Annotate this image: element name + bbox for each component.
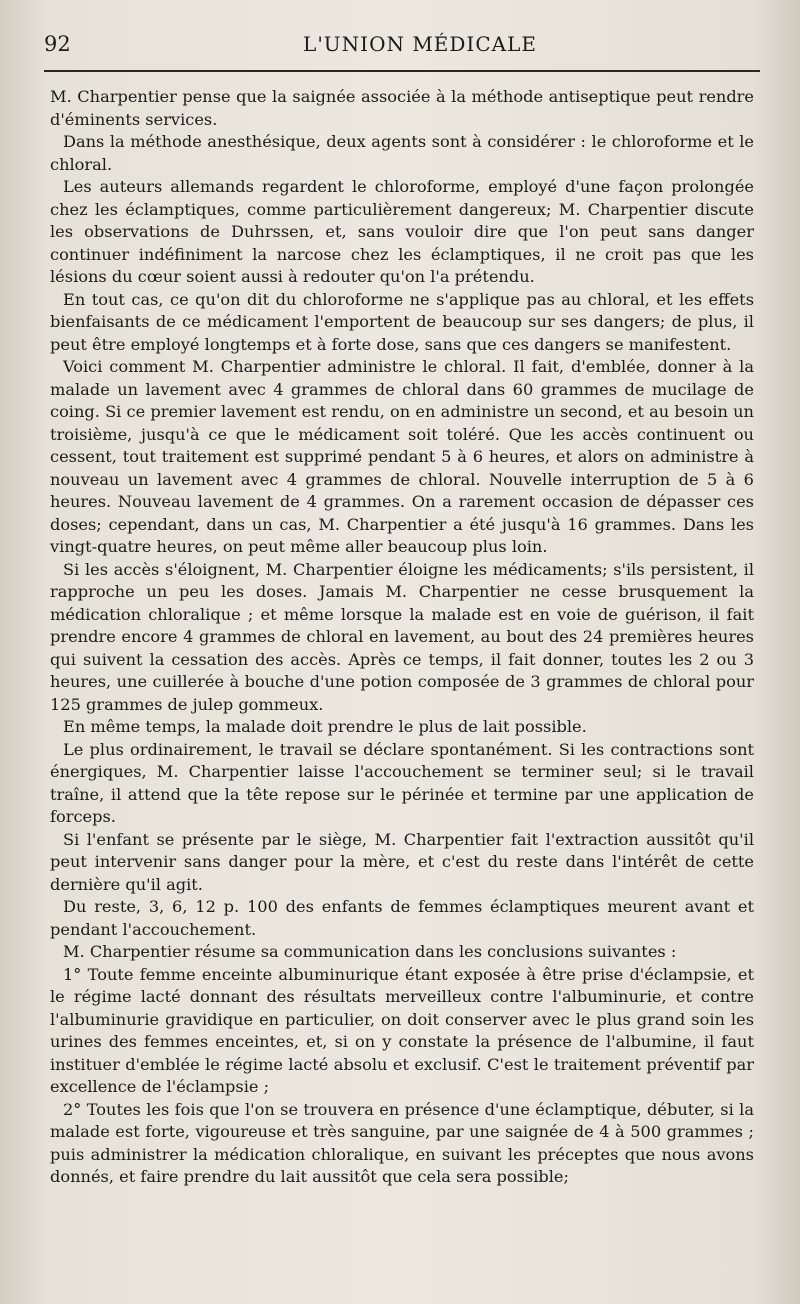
paragraph: M. Charpentier résume sa communication dans les conclusions suivantes : [63, 942, 677, 961]
header-rule [44, 70, 760, 72]
paragraph: Si les accès s'éloignent, M. Charpentier éloigne les médicaments; s'ils persistent, il rapproche un peu les doses. Jamais M. Charpentier ne cesse brusquement la médication chloralique ; et même lorsque la malade est en voie de guérison, il fait prendre encore 4 grammes de chloral en lavement, au bout des 24 premières heures qui suivent la cessation des accès. Après ce temps, il fait donner, toutes les 2 ou 3 heures, une cuillerée à bouche d'une potion composée de 3 grammes de chloral pour 125 grammes de julep gommeux. [50, 559, 754, 714]
page-number: 92 [44, 32, 71, 56]
paragraph: M. Charpentier pense que la saignée associée à la méthode antiseptique peut rendre d'éminents services. [50, 87, 754, 129]
paragraph: Du reste, 3, 6, 12 p. 100 des enfants de femmes éclamptiques meurent avant et pendant l'accouchement. [50, 897, 754, 939]
paragraph: 2° Toutes les fois que l'on se trouvera en présence d'une éclamptique, débuter, si la malade est forte, vigoureuse et très sanguine, par une saignée de 4 à 500 grammes ; puis administrer la médication chloralique, en suivant les préceptes que nous avons donnés, et faire prendre du lait aussitôt que cela sera possible; [50, 1099, 754, 1186]
paragraph: En tout cas, ce qu'on dit du chloroforme ne s'applique pas au chloral, et les effets bienfaisants de ce médicament l'emportent de beaucoup sur ses dangers; de plus, il peut être employé longtemps et à forte dose, sans que ces dangers se manifestent. [50, 289, 754, 354]
running-title: L'UNION MÉDICALE [303, 32, 537, 56]
body-text [50, 86, 754, 1189]
paragraph: Les auteurs allemands regardent le chloroforme, employé d'une façon prolongée chez les éclamptiques, comme particulièrement dangereux; M. Charpentier discute les observations de Duhrssen, et, sans vouloir dire que l'on peut sans danger continuer indéfiniment la narcose chez les éclamptiques, il ne croit pas que les lésions du cœur soient aussi à redouter qu'on l'a prétendu. [50, 177, 754, 286]
paragraph: Le plus ordinairement, le travail se déclare spontanément. Si les contractions sont énergiques, M. Charpentier laisse l'accouchement se terminer seul; si le travail traîne, il attend que la tête repose sur le périnée et termine par une application de forceps. [50, 739, 754, 826]
paragraph: Si l'enfant se présente par le siège, M. Charpentier fait l'extraction aussitôt qu'il peut intervenir sans danger pour la mère, et c'est du reste dans l'intérêt de cette dernière qu'il agit. [50, 829, 754, 894]
paragraph: En même temps, la malade doit prendre le plus de lait possible. [63, 717, 587, 736]
paragraph: 1° Toute femme enceinte albuminurique étant exposée à être prise d'éclampsie, et le régime lacté donnant des résultats merveilleux contre l'albuminurie, et contre l'albuminurie gravidique en particulier, on doit conserver avec le plus grand soin les urines des femmes enceintes, et, si on y constate la présence de l'albumine, il faut instituer d'emblée le régime lacté absolu et exclusif. C'est le traitement préventif par excellence de l'éclampsie ; [50, 964, 754, 1096]
page-header [36, 28, 764, 64]
paragraph: Voici comment M. Charpentier administre le chloral. Il fait, d'emblée, donner à la malade un lavement avec 4 grammes de chloral dans 60 grammes de mucilage de coing. Si ce premier lavement est rendu, on en administre un second, et au besoin un troisième, jusqu'à ce que le médicament soit toléré. Que les accès continuent ou cessent, tout traitement est supprimé pendant 5 à 6 heures, et alors on administre à nouveau un lavement avec 4 grammes de chloral. Nouvelle interruption de 5 à 6 heures. Nouveau lavement de 4 grammes. On a rarement occasion de dépasser ces doses; cependant, dans un cas, M. Charpentier a été jusqu'à 16 grammes. Dans les vingt-quatre heures, on peut même aller beaucoup plus loin. [50, 357, 754, 556]
paragraph: Dans la méthode anesthésique, deux agents sont à considérer : le chloroforme et le chloral. [50, 132, 754, 174]
